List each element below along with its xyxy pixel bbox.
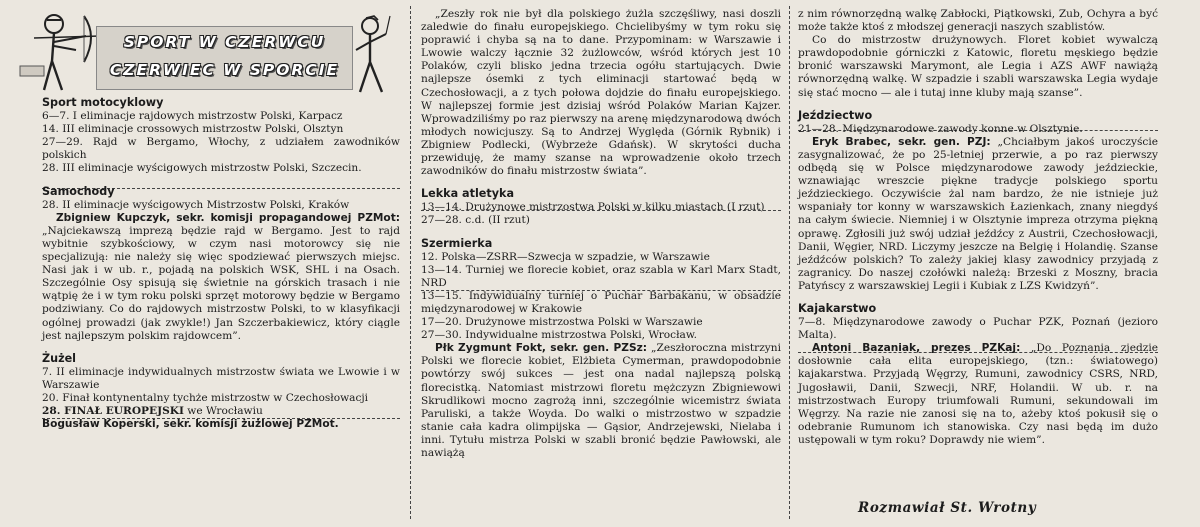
section-heading: Samochody (42, 184, 115, 198)
column-divider-2 (789, 6, 791, 519)
event-item: 27—28. c.d. (II rzut) (421, 214, 530, 227)
quote-text: „Chciałbym jakoś uroczyście zasygnalizować, że po 25-letniej przerwie, a po raz pierwszy odbędą się w Polsce międzynarodowe zawody jeździeckie, wznawiając wreszcie piękne tradycje polskiego sportu jeździeckiego. Oczywiście żal nam bardzo, że nie istnieje już wspaniały tor konny w warszawskich Łazienkach, znany niegdyś na całym świecie. Niemniej i w Olsztynie impreza otrzyma piękną oprawę. Zgłosili już swój udział jeźdźcy z Austrii, Czechosłowacji, Danii, Węgier, NRD. Liczymy jeszcze na Belgię i Holandię. Szanse jeźdźców polskich? To zależy jakiej klasy zawodnicy przyjadą z zagranicy. Do naszej czołówki należą: Brzeski z Moszny, bracia Patyńscy z warszawskiej Legii i Kubiak z LZS Kwidzyń”. (798, 135, 1159, 292)
column-1 (42, 96, 400, 431)
event-item: 27—30. Indywidualne mistrzostwa Polski, Wrocław. (421, 329, 698, 342)
event-item: 7—8. Międzynarodowe zawody o Puchar PZK, Poznań (jezioro Malta). (798, 316, 1158, 342)
column-divider-1 (410, 6, 412, 519)
section-heading: Sport motocyklowy (42, 96, 164, 109)
section-heading: Żużel (42, 351, 77, 365)
quote-text: „Zeszłoroczna mistrzyni Polski we florecie kobiet, Elżbieta Cymerman, prawdopodobnie powtórzy swój sukces — jest ona nadal najlepszą polską florecistką. Natomiast mistrzowi floretu mężczyzn Zbigniewowi Skrudlikowi mocno zagrożą inni, szczególnie wicemistrz świata Paruliski, a także Woyda. Do walki o mistrzostwo w szpadzie stanie cała kadra olimpijska — Gąsior, Andrzejewski, Nielaba i inni. Tytułu mistrza Polski w szabli bronić będzie Pawłowski, ale nawiążą (421, 342, 782, 459)
column-2 (421, 8, 781, 460)
speaker-name: Płk Zygmunt Fokt, sekr. gen. PZSz: (435, 342, 647, 355)
event-item: 7. II eliminacje indywidualnych mistrzostw świata we Lwowie i w Warszawie (42, 365, 400, 391)
fencer-icon (348, 12, 392, 96)
quote-text: „Najciekawszą imprezą będzie rajd w Bergamo. Jest to rajd wybitnie szybkościowy, w czym nasi motorowcy się nie specjalizują: nie należy się więc spodziewać pierwszych miejsc. Nasi jak i w ub. r., pojadą na polskich WSK, SHL i na Osach. Szczególnie Osy spisują się świetnie na górskich trasach i nie wątpię że i w tym roku polski sprzęt motorowy będzie w Bergamo podziwiany. Co do rajdowych mistrzostw Polski, to w klasyfikacji ogólnej prowadzi (jak zwykle!) Jan Szczerbakiewicz, który ciągle jest najlepszym polskim rajdowcem”. (42, 224, 400, 342)
event-item (42, 405, 400, 418)
event-item: 14. III eliminacje crossowych mistrzostw Polski, Olsztyn (42, 123, 344, 136)
archer-icon (14, 6, 104, 96)
banner-line-1: SPORT W CZERWCU (123, 33, 326, 51)
quote-paragraph: Co do mistrzostw drużynowych. Floret kobiet wywalczą prawdopodobnie górniczki z Katowic, floretu męskiego będzie bronić warszawski Marymont, ale Legia i AZS AWF nawiążą równorzędną walkę. W szpadzie i szabli warszawska Legia wydaje się stać mocno — ale i tutaj inne kluby mają szanse”. (798, 34, 1158, 99)
event-item: 20. Finał kontynentalny tychże mistrzostw w Czechosłowacji (42, 391, 369, 404)
event-item: 17—20. Drużynowe mistrzostwa Polski w Warszawie (421, 316, 703, 329)
interview-paragraph (798, 136, 1158, 293)
column-3 (798, 8, 1158, 447)
event-item: 13—14. Drużynowe mistrzostwa Polski w kilku miastach (I rzut) (421, 201, 765, 214)
event-item: 13—15. Indywidualny turniej o Puchar Barbakanu, w obsadzie międzynarodowej w Krakowie (421, 289, 781, 315)
event-item: 13—14. Turniej we florecie kobiet, oraz szabla w Karl Marx Stadt, NRD (421, 263, 781, 289)
quote-paragraph: z nim równorzędną walkę Zabłocki, Piątkowski, Zub, Ochyra a być może także ktoś z młodszej generacji naszych szablistów. (798, 8, 1158, 34)
event-location: we Wrocławiu (183, 405, 263, 418)
interview-paragraph (42, 212, 400, 343)
title-banner (96, 26, 353, 90)
speaker-name: Bogusław Koperski, sekr. komisji żużlowej PZMot. (42, 418, 339, 431)
section-heading: Lekka atletyka (421, 187, 514, 201)
section-logo (4, 4, 392, 96)
speaker-name: Antoni Bazaniak, prezes PZKaj: (812, 342, 1021, 355)
interview-paragraph (798, 342, 1158, 447)
author-signature: Rozmawiał St. Wrotny (858, 500, 1037, 516)
section-heading: Szermierka (421, 236, 493, 250)
speaker-name: Zbigniew Kupczyk, sekr. komisji propagandowej PZMot: (56, 211, 400, 224)
interview-paragraph (421, 342, 781, 460)
section-heading: Jeździectwo (798, 108, 873, 122)
speaker-name: Eryk Brabec, sekr. gen. PZJ: (812, 135, 991, 148)
event-item: 27—29. Rajd w Bergamo, Włochy, z udziałem zawodników polskich (42, 136, 400, 162)
event-item: 12. Polska—ZSRR—Szwecja w szpadzie, w Warszawie (421, 250, 710, 263)
event-item: 28. II eliminacje wyścigowych Mistrzostw Polski, Kraków (42, 198, 350, 211)
section-heading: Kajakarstwo (798, 301, 877, 315)
event-highlight: 28. FINAŁ EUROPEJSKI (42, 405, 184, 418)
quote-text: „Do Poznania zjedzie dosłownie cała elita europejskiego, (tzn.: światowego) kajakarstwa. Przyjadą Węgrzy, Rumuni, zawodnicy CSRS, NRD, Jugosławii, Danii, Szwecji, NRF, Holandii. W ub. r. na mistrzostwach Europy triumfowali Rumuni, sekundowali im Węgrzy. Na razie nie zanosi się na to, ażeby ktoś pokusił się o odebranie Rumunom ich stanowiska. Czy nasi będą im dużo ustępowali w tym roku? Doprawdy nie wiem”. (798, 342, 1158, 446)
banner-line-2: CZERWIEC W SPORCIE (109, 61, 340, 79)
event-item: 6—7. I eliminacje rajdowych mistrzostw Polski, Karpacz (42, 110, 343, 123)
event-item: 21—28. Międzynarodowe zawody konne w Olsztynie. (798, 122, 1083, 135)
event-item: 28. III eliminacje wyścigowych mistrzostw Polski, Szczecin. (42, 162, 362, 175)
quote-paragraph: „Zeszły rok nie był dla polskiego żużla szczęśliwy, nasi doszli zaledwie do finału europejskiego. Chcielibyśmy w tym roku się poprawić i chyba są na to dane. Przypominam: w Warszawie i Lwowie walczy łącznie 32 żużlowców, wśród których jest 10 Polaków, czyli blisko jedna trzecia ogółu startujących. Dwie najlepsze ósemki z tych eliminacji startować będą w Czechosłowacji, a z tych połowa dojdzie do finału europejskiego. W najlepszej formie jest dzisiaj wśród Polaków Marian Kajzer. Wprowadziliśmy po raz pierwszy na arenę międzynarodową dwóch młodych nowicjuszy. Są to Andrzej Wyględa (Górnik Rybnik) i Zbigniew Podlecki, (Wybrzeże Gdańsk). W skrytości ducha przewiduję, że mamy szanse na wprowadzenie około trzech zawodników do finału mistrzostw świata”. (421, 8, 781, 178)
